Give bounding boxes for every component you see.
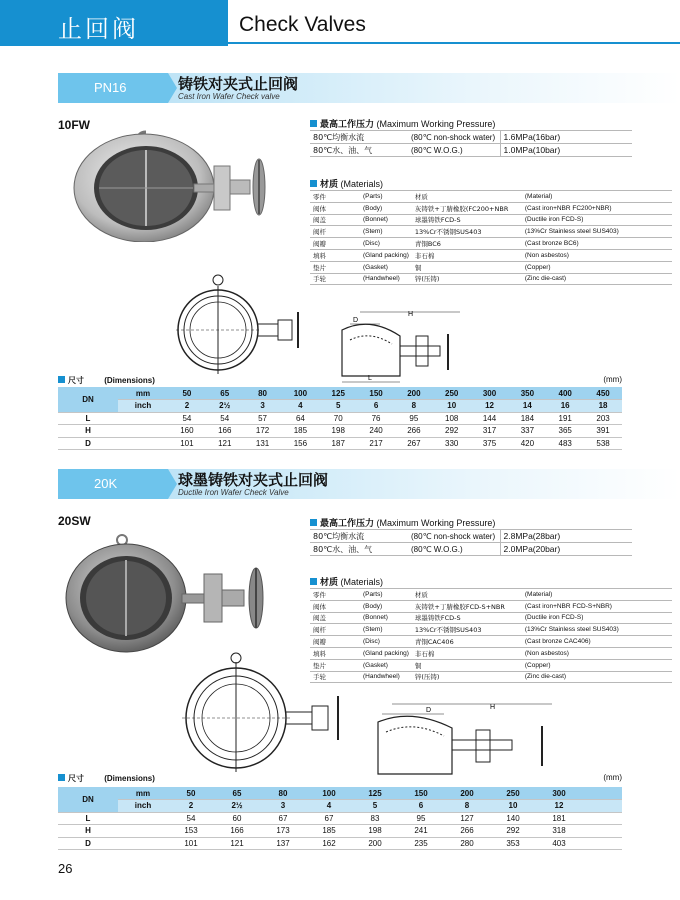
bullet-square <box>58 774 65 781</box>
front-drawing-10fw <box>170 272 310 384</box>
pressure-table-20sw <box>310 529 632 556</box>
section-banner-10fw <box>58 73 680 103</box>
pressure-title: 最高工作压力 (Maximum Working Pressure) <box>310 516 495 529</box>
dim-row-d: D 101 121 137 162 200 235 280 353 403 <box>58 837 622 850</box>
pressure-tag: 20K <box>58 469 168 499</box>
material-row: 零件 (Parts) 材质 (Material) <box>310 191 672 203</box>
material-row: 阀体 (Body) 灰铸铁+丁腈橡胶(FC200+NBR (Cast iron+NBR FC200+NBR) <box>310 202 672 214</box>
dimensions-title: 尺寸 (Dimensions) <box>58 773 155 784</box>
material-row: 零件 (Parts) 材质 (Material) <box>310 589 672 601</box>
side-drawing-10fw <box>320 306 470 388</box>
model-label: 10FW <box>58 118 91 132</box>
side-drawing-20sw <box>352 700 562 782</box>
material-row: 阀瓣 (Disc) 青铜BC6 (Cast bronze BC6) <box>310 238 672 250</box>
material-row: 阀杆 (Stem) 13%Cr不锈钢SUS403 (13%Cr Stainless steel SUS403) <box>310 624 672 636</box>
material-row: 垫片 (Gasket) 铜 (Copper) <box>310 261 672 273</box>
material-row: 填料 (Gland packing) 非石棉 (Non asbestos) <box>310 647 672 659</box>
pressure-row: 80℃均衡水流 (80℃ non-shock water) 2.8MPa(28bar) <box>310 530 632 543</box>
dim-row-h: H 153 166 173 185 198 241 266 292 318 <box>58 825 622 838</box>
dimensions-title: 尺寸 (Dimensions) <box>58 375 155 386</box>
materials-title: 材质 (Materials) <box>310 177 383 190</box>
unit-label: (mm) <box>603 773 622 782</box>
dimensions-table-10fw <box>58 387 622 450</box>
dim-row-h: H 160 166 172 185 198 240 266 292 317 337 365 391 <box>58 425 622 438</box>
model-label: 20SW <box>58 514 91 528</box>
material-row: 填料 (Gland packing) 非石棉 (Non asbestos) <box>310 249 672 261</box>
header-zh-block <box>0 0 228 46</box>
material-row: 阀杆 (Stem) 13%Cr不锈钢SUS403 (13%Cr Stainless steel SUS403) <box>310 226 672 238</box>
material-row: 手轮 (Handwheel) 锌(压铸) (Zinc die-cast) <box>310 273 672 285</box>
valve-photo-10fw <box>64 130 284 242</box>
materials-title: 材质 (Materials) <box>310 575 383 588</box>
dim-label-d: D <box>353 317 359 324</box>
material-row: 阀盖 (Bonnet) 球墨铸铁FCD-S (Ductile iron FCD-S) <box>310 612 672 624</box>
pressure-tag: PN16 <box>58 73 168 103</box>
section-title-zh: 球墨铸铁对夹式止回阀 <box>178 471 329 489</box>
material-row: 垫片 (Gasket) 铜 (Copper) <box>310 659 672 671</box>
material-row: 阀体 (Body) 灰铸铁+丁腈橡胶FCD-S+NBR (Cast iron+NBR FCD-S+NBR) <box>310 600 672 612</box>
header-rule <box>228 42 680 44</box>
bullet-square <box>310 519 317 526</box>
dn-mm-row: DN mm 50 65 80 100 125 150 200 250 300 <box>58 787 622 800</box>
dim-row-l: L 54 54 57 64 70 76 95 108 144 184 191 203 <box>58 412 622 425</box>
dim-label-h: H <box>408 311 414 318</box>
pressure-row: 80℃均衡水流 (80℃ non-shock water) 1.6MPa(16bar) <box>310 131 632 144</box>
dimensions-table-20sw <box>58 787 622 850</box>
dim-row-l: L 54 60 67 67 83 95 127 140 181 <box>58 812 622 825</box>
header-title-zh: 止回阀 <box>58 15 139 43</box>
materials-table-10fw <box>310 190 672 285</box>
pressure-row: 80℃水、油、气 (80℃ W.O.G.) 2.0MPa(20bar) <box>310 543 632 556</box>
dim-label-h: H <box>490 704 496 711</box>
bullet-square <box>310 120 317 127</box>
material-row: 手轮 (Handwheel) 锌(压铸) (Zinc die-cast) <box>310 671 672 683</box>
material-row: 阀瓣 (Disc) 青铜CAC406 (Cast bronze CAC406) <box>310 636 672 648</box>
dim-row-d: D 101 121 131 156 187 217 267 330 375 420 483 538 <box>58 437 622 450</box>
bullet-square <box>58 376 65 383</box>
page-number: 26 <box>58 861 73 876</box>
pressure-table-10fw <box>310 130 632 157</box>
pressure-title: 最高工作压力 (Maximum Working Pressure) <box>310 117 495 130</box>
section-title-en: Ductile Iron Wafer Check Valve <box>178 488 289 497</box>
dim-label-l: L <box>368 375 372 382</box>
section-banner-20sw <box>58 469 680 499</box>
pressure-row: 80℃水、油、气 (80℃ W.O.G.) 1.0MPa(10bar) <box>310 144 632 157</box>
bullet-square <box>310 180 317 187</box>
section-title-en: Cast Iron Wafer Check valve <box>178 92 280 101</box>
materials-table-20sw <box>310 588 672 683</box>
header-title-en: Check Valves <box>239 13 366 36</box>
dn-mm-row: DN mm 50 65 80 100 125 150 200 250 300 350 400 450 <box>58 387 622 400</box>
bullet-square <box>310 578 317 585</box>
dim-label-d: D <box>426 707 432 714</box>
material-row: 阀盖 (Bonnet) 球墨铸铁FCD-S (Ductile iron FCD-S) <box>310 214 672 226</box>
section-title-zh: 铸铁对夹式止回阀 <box>178 75 299 93</box>
valve-photo-20sw <box>64 534 294 654</box>
dn-inch-row: inch 2 2½ 3 4 5 6 8 10 12 14 16 18 <box>58 400 622 413</box>
dn-inch-row: inch 2 2½ 3 4 5 6 8 10 12 <box>58 800 622 813</box>
unit-label: (mm) <box>603 375 622 384</box>
